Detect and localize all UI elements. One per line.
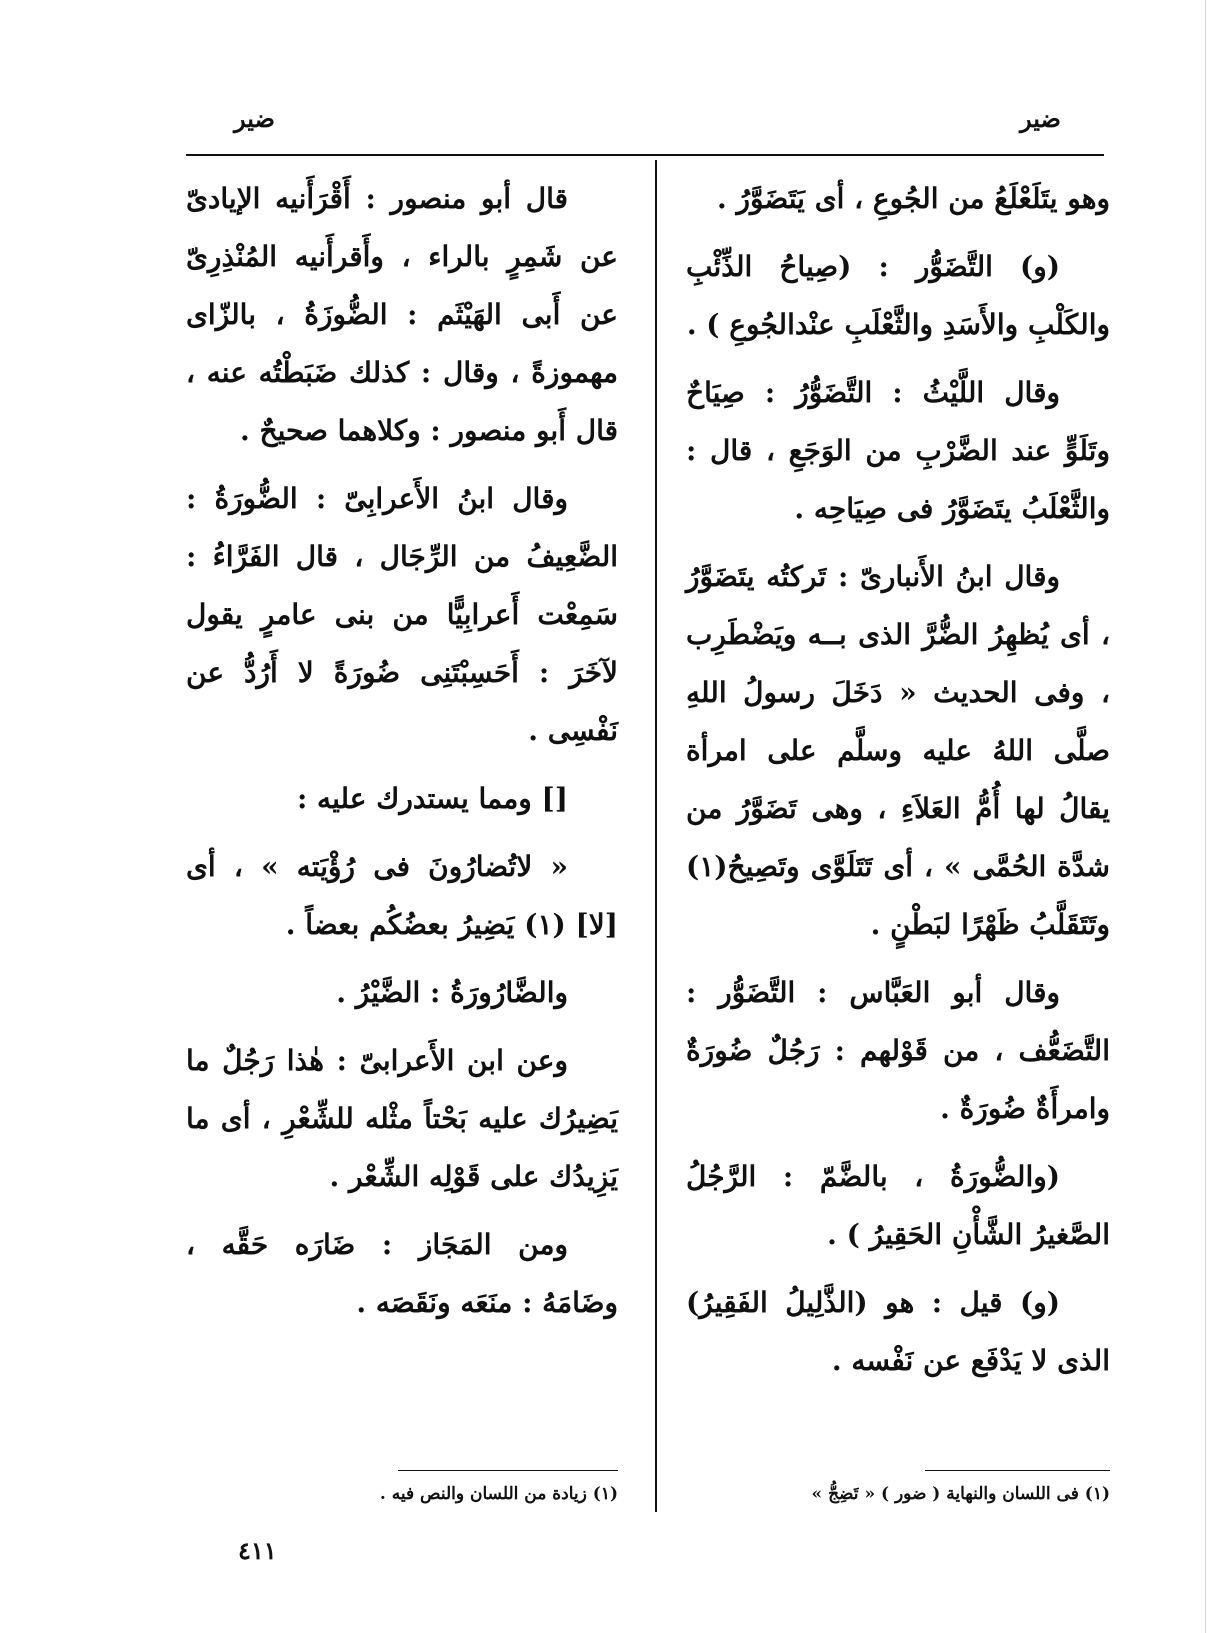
right-column (686, 170, 1110, 1400)
paragraph: وعن ابن الأَعرابىّ : هٰذا رَجُلٌ ما يَضِيرُك عليه بَحْتاً مثْله للشِّعْرِ ، أى ما يَزِيدُك على قَوْلِه الشِّعْر . (186, 1044, 618, 1193)
page-number: ٤١١ (238, 1536, 277, 1565)
paragraph: « لاتُضارُونَ فى رُؤْيَته » ، أى [لا] (١) يَضِيرُ بعضُكُم بعضاً . (186, 850, 618, 941)
paragraph: وهو يتَلَعْلَعُ من الجُوعِ ، أى يَتَضَوَّرُ . (716, 182, 1110, 215)
paragraph: وقال ابنُ الأَنبارىّ : تَركتُه يتَضَوَّرُ ، أى يُظهِرُ الضُّرَّ الذى بــه ويَضْطَرِب ، وفى الحديث « دَخَلَ رسولُ اللهِ صلَّى اللهُ عليه وسلَّم على امرأة يقالُ لها أُمُّ العَلاَءِ ، وهى تَضَوَّرُ من شدَّة الحُمَّى » ، أى تَتَلَوَّى وتَصِيحُ(١) وتَتَقَلَّبُ ظَهْرًا لبَطْنٍ . (686, 560, 1110, 941)
paragraph: ومن المَجَاز : ضَارَه حَقَّه ، وضَامَهُ : منَعَه ونَقَصَه . (186, 1228, 618, 1319)
footnote-rule-right (925, 1470, 1110, 1471)
left-column (186, 170, 618, 1342)
running-header-right: ضير (1020, 104, 1061, 133)
paragraph: قال أبو منصور : أَقْرَأَنيه الإيادىّ عن شَمِرٍ بالراء ، وأَقرأَنيه المُنْذِرِىّ عن أَبى الهَيْثَم : الضُّوزَةُ ، بالزّاى مهموزةً ، وقال : كذلك ضَبَطْتُه عنه ، قال أَبو منصور : وكلاهما صحيحٌ . (186, 182, 618, 447)
footnote-left: (١) زيادة من اللسان والنص فيه . (379, 1484, 618, 1504)
paragraph: وقال أبو العَبَّاس : التَّضَوُّر : التَّضَعُّف ، من قَوْلهم : رَجُلٌ ضُورَةٌ وامرأَةٌ ضُورَةٌ . (686, 976, 1110, 1125)
paragraph: وقال ابنُ الأَعرابِىّ : الضُّورَةُ : الضَّعِيفُ من الرِّجَال ، قال الفَرَّاءُ : سَمِعْت أَعرابِيًّا من بنى عامرٍ يقول لآخَرَ : أَحَسِبْتَنِى ضُورَةً لا أَرُدُّ عن نَفْسِى . (186, 482, 618, 747)
paragraph: والضَّارُورَةُ : الضَّيْرُ . (336, 976, 568, 1009)
footnote-rule-left (398, 1470, 618, 1471)
column-divider (655, 160, 657, 1512)
header-rule (186, 154, 1104, 156)
paragraph: (والضُّورَةُ ، بالضَّمّ : الرَّجُلُ الصَّغيرُ الشَّأْنِ الحَقِيرُ ) . (686, 1160, 1110, 1251)
paragraph: [] ومما يستدرك عليه : (296, 782, 568, 815)
footnote-right: (١) فى اللسان والنهاية ( ضور ) « تَضِجُّ » (811, 1484, 1110, 1504)
paragraph: (و) قيل : هو (الذَّلِيلُ الفَقِيرُ) الذى لا يَدْفَع عن نَفْسه . (686, 1286, 1110, 1377)
paragraph: وقال اللَّيْثُ : التَّضَوُّرُ : صِيَاحٌ وتَلَوٍّ عند الضَّرْبِ من الوَجَعِ ، قال : والثَّعْلَبُ يتَضَوَّرُ فى صِيَاحِه . (686, 376, 1110, 525)
page-edge-line (1205, 0, 1206, 1633)
running-header-left: ضير (234, 104, 275, 133)
paragraph: (و) التَّضَوُّر : (صِياحُ الذِّئْبِ والكَلْبِ والأَسَدِ والثَّعْلَبِ عنْدالجُوعِ ) . (686, 250, 1110, 341)
